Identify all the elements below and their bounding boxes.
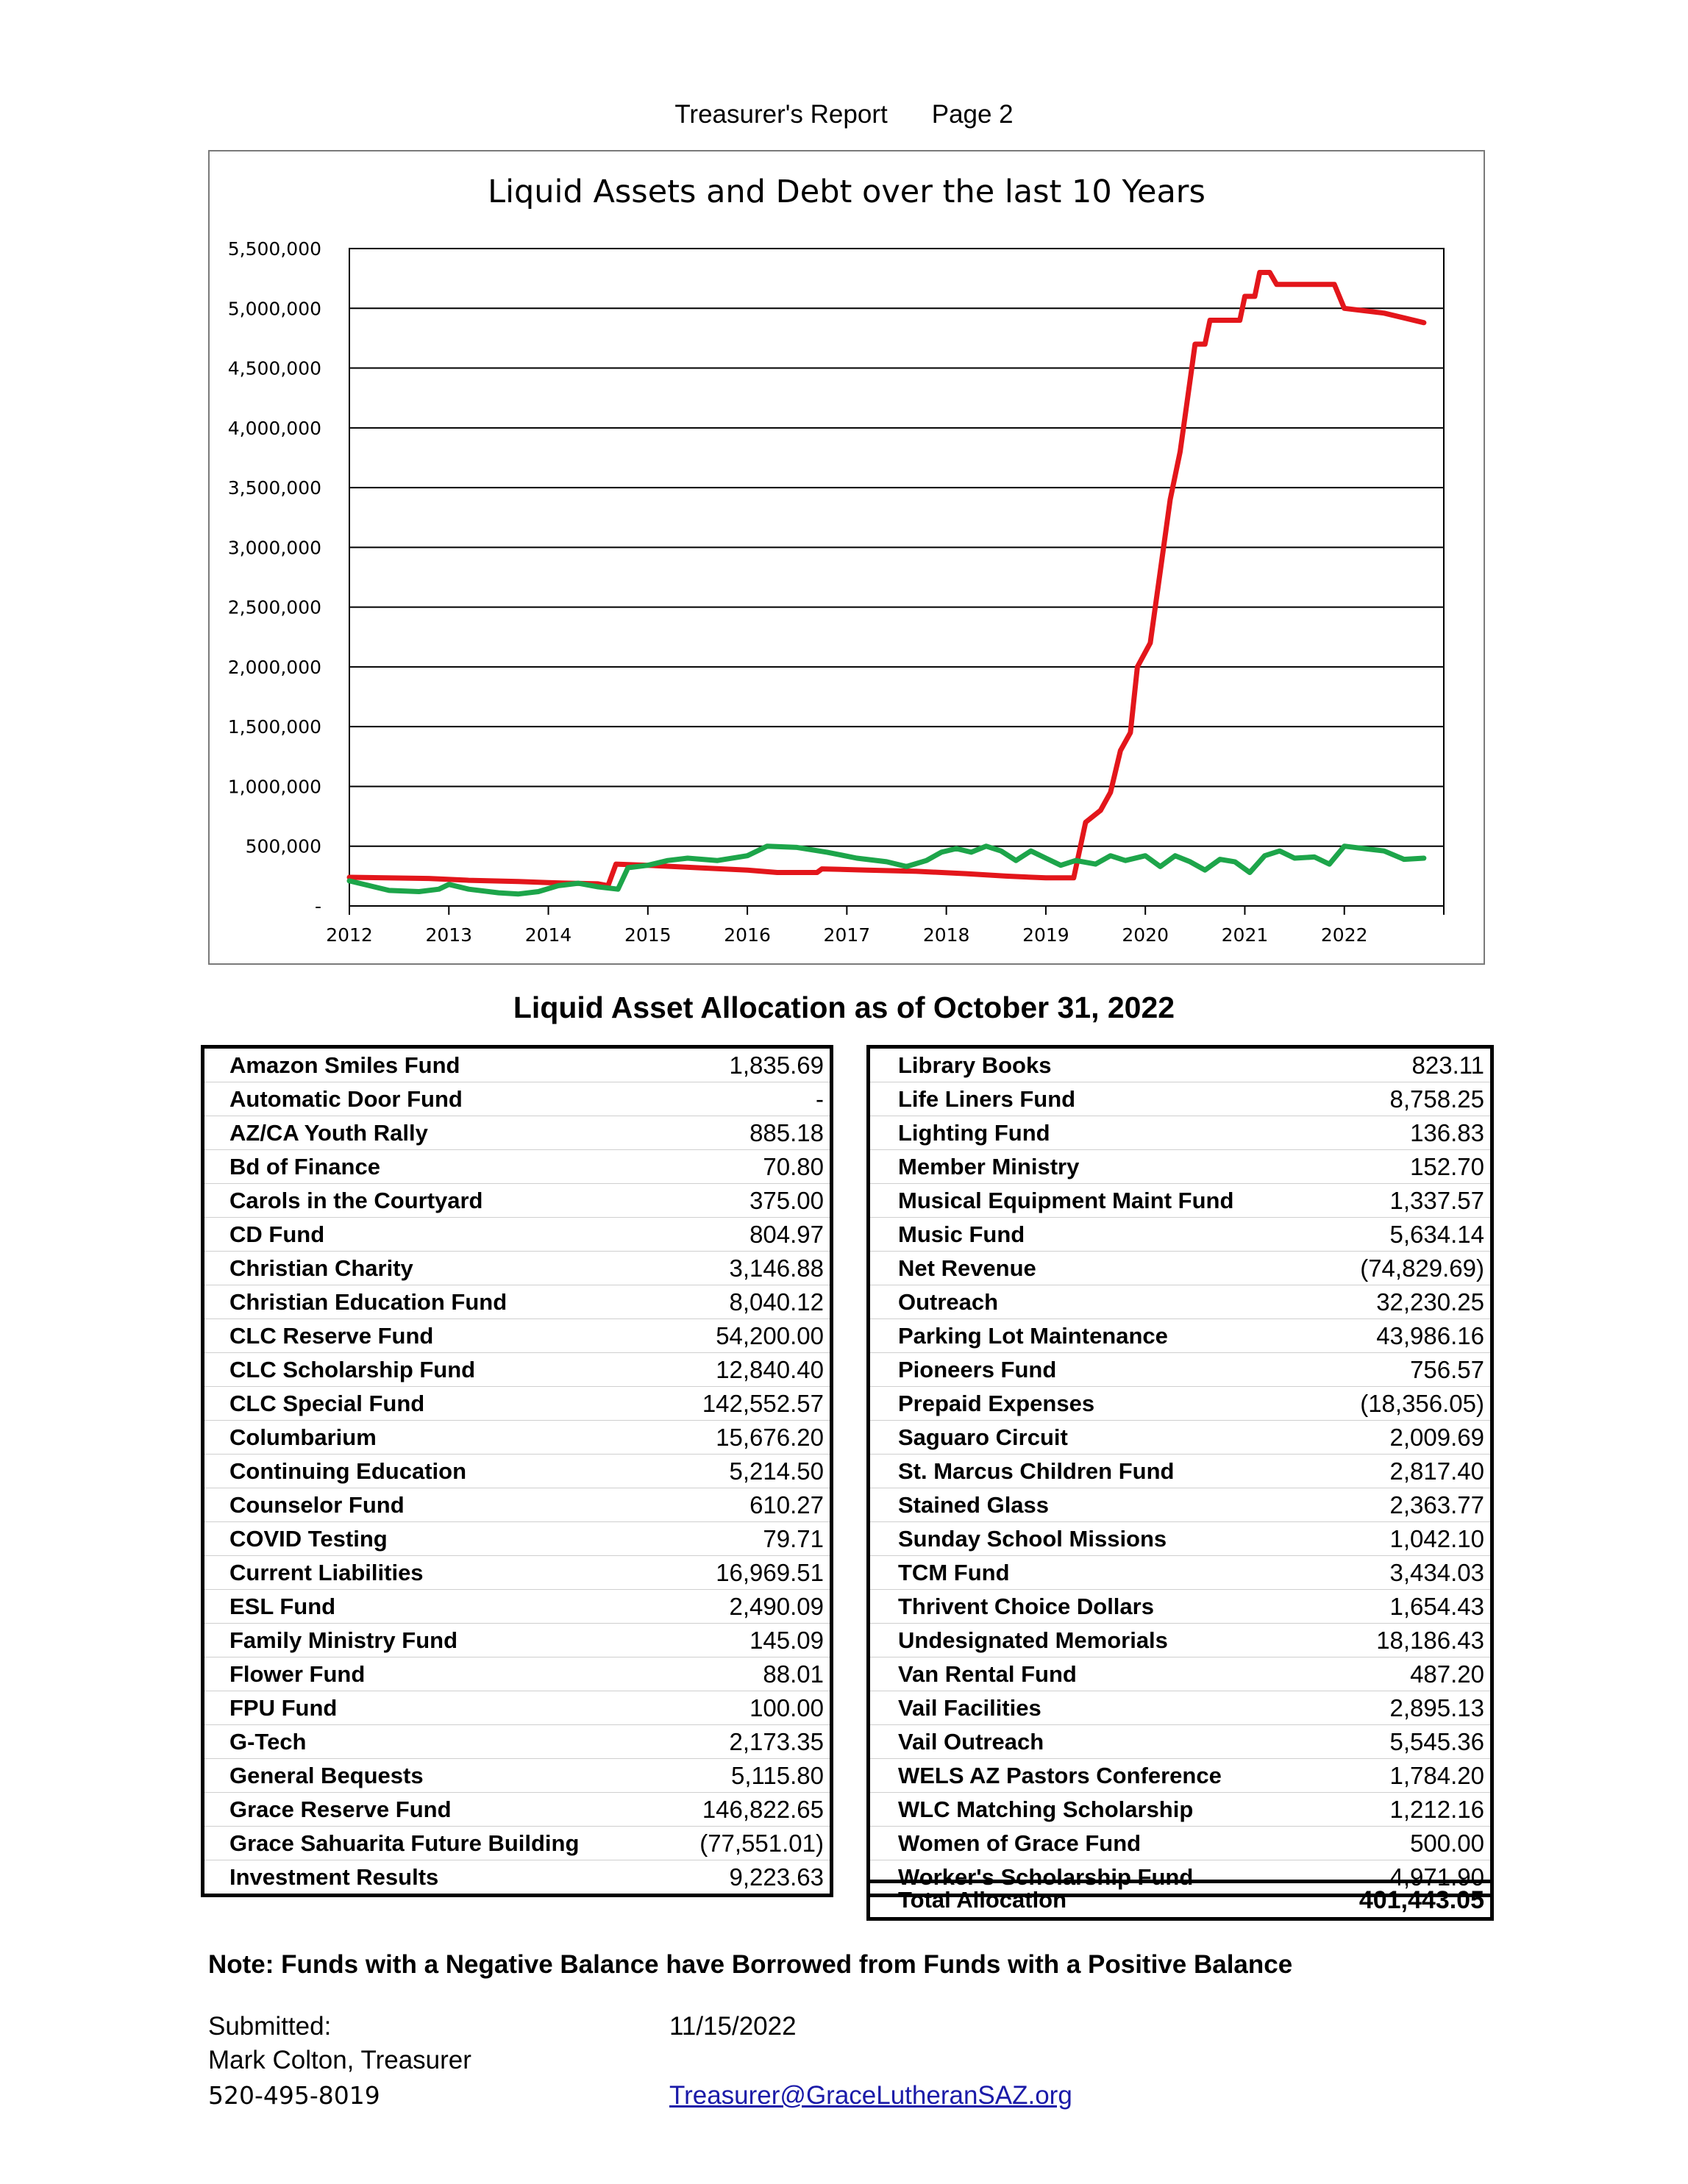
- fund-name: CLC Scholarship Fund: [203, 1353, 669, 1387]
- table-row: [203, 1827, 832, 1860]
- fund-value: 804.97: [669, 1218, 832, 1252]
- fund-name: TCM Fund: [869, 1556, 1327, 1590]
- y-tick-label: 5,000,000: [227, 298, 321, 320]
- fund-name: Flower Fund: [203, 1657, 669, 1691]
- line-chart: [210, 151, 1484, 963]
- fund-name: ESL Fund: [203, 1590, 669, 1624]
- table-row: [869, 1488, 1492, 1522]
- x-tick-label: 2013: [425, 924, 473, 946]
- table-row: [203, 1725, 832, 1759]
- fund-name: Prepaid Expenses: [869, 1387, 1327, 1421]
- fund-value: 2,817.40: [1327, 1455, 1492, 1488]
- table-row: [869, 1725, 1492, 1759]
- fund-name: Life Liners Fund: [869, 1082, 1327, 1116]
- fund-value: 18,186.43: [1327, 1624, 1492, 1657]
- table-row: [869, 1319, 1492, 1353]
- table-row: [203, 1691, 832, 1725]
- table-row: [203, 1150, 832, 1184]
- fund-value: 5,545.36: [1327, 1725, 1492, 1759]
- table-row: [869, 1522, 1492, 1556]
- fund-name: Investment Results: [229, 1863, 439, 1890]
- table-row: [869, 1759, 1492, 1793]
- fund-value: 8,040.12: [669, 1285, 832, 1319]
- fund-name: G-Tech: [203, 1725, 669, 1759]
- fund-value: 5,214.50: [669, 1455, 832, 1488]
- fund-name: FPU Fund: [203, 1691, 669, 1725]
- fund-name: Automatic Door Fund: [203, 1082, 669, 1116]
- total-allocation-row: [866, 1880, 1494, 1921]
- fund-name: Library Books: [869, 1047, 1327, 1082]
- total-label: Total Allocation: [898, 1887, 1067, 1913]
- table-row: [869, 1285, 1492, 1319]
- x-tick-label: 2012: [326, 924, 373, 946]
- plot-area: [349, 249, 1444, 906]
- fund-name: AZ/CA Youth Rally: [203, 1116, 669, 1150]
- y-tick-label: 4,500,000: [227, 357, 321, 379]
- fund-value: 16,969.51: [669, 1556, 832, 1590]
- fund-name: CLC Reserve Fund: [203, 1319, 669, 1353]
- fund-value: 142,552.57: [669, 1387, 832, 1421]
- x-tick-label: 2019: [1022, 924, 1069, 946]
- fund-value: 9,223.63: [729, 1863, 824, 1891]
- table-row: [203, 1657, 832, 1691]
- fund-name: Worker's Scholarship Fund: [898, 1863, 1194, 1890]
- y-tick-label: -: [314, 896, 321, 917]
- table-row: [869, 1150, 1492, 1184]
- submitted-label: Submitted:: [208, 2012, 332, 2041]
- fund-value: 1,337.57: [1327, 1184, 1492, 1218]
- y-tick-label: 1,000,000: [227, 776, 321, 798]
- fund-name: Vail Outreach: [869, 1725, 1327, 1759]
- y-tick-label: 3,000,000: [227, 537, 321, 559]
- fund-name: Columbarium: [203, 1421, 669, 1455]
- fund-value: 12,840.40: [669, 1353, 832, 1387]
- fund-value: 756.57: [1327, 1353, 1492, 1387]
- table-row: [203, 1387, 832, 1421]
- x-tick-label: 2017: [823, 924, 871, 946]
- fund-name: Vail Facilities: [869, 1691, 1327, 1725]
- y-tick-label: 3,500,000: [227, 477, 321, 499]
- fund-name: Member Ministry: [869, 1150, 1327, 1184]
- email-link[interactable]: Treasurer@GraceLutheranSAZ.org: [669, 2081, 1072, 2110]
- fund-name: Grace Sahuarita Future Building: [203, 1827, 669, 1860]
- chart-frame: [208, 150, 1485, 965]
- fund-value: (74,829.69): [1327, 1252, 1492, 1285]
- fund-value: 70.80: [669, 1150, 832, 1184]
- fund-value: 610.27: [669, 1488, 832, 1522]
- x-tick-label: 2020: [1122, 924, 1169, 946]
- table-row: [203, 1522, 832, 1556]
- table-row: [869, 1082, 1492, 1116]
- table-row: [203, 1252, 832, 1285]
- fund-value: 43,986.16: [1327, 1319, 1492, 1353]
- table-row: [869, 1590, 1492, 1624]
- fund-value: 2,009.69: [1327, 1421, 1492, 1455]
- fund-name: Grace Reserve Fund: [203, 1793, 669, 1827]
- fund-name: Outreach: [869, 1285, 1327, 1319]
- fund-value: 1,784.20: [1327, 1759, 1492, 1793]
- table-row: [203, 1556, 832, 1590]
- fund-value: 500.00: [1327, 1827, 1492, 1860]
- table-row: [203, 1082, 832, 1116]
- table-row: [203, 1455, 832, 1488]
- table-row: [869, 1455, 1492, 1488]
- fund-name: Current Liabilities: [203, 1556, 669, 1590]
- fund-name: Stained Glass: [869, 1488, 1327, 1522]
- fund-name: Van Rental Fund: [869, 1657, 1327, 1691]
- table-row: [203, 1860, 832, 1896]
- fund-name: Saguaro Circuit: [869, 1421, 1327, 1455]
- fund-value: 5,115.80: [669, 1759, 832, 1793]
- fund-name: Parking Lot Maintenance: [869, 1319, 1327, 1353]
- treasurer-name: Mark Colton, Treasurer: [208, 2046, 471, 2074]
- fund-name: Carols in the Courtyard: [203, 1184, 669, 1218]
- y-tick-label: 2,000,000: [227, 656, 321, 678]
- fund-value: 3,434.03: [1327, 1556, 1492, 1590]
- fund-name: Thrivent Choice Dollars: [869, 1590, 1327, 1624]
- fund-value: 8,758.25: [1327, 1082, 1492, 1116]
- fund-value: 487.20: [1327, 1657, 1492, 1691]
- x-tick-label: 2015: [624, 924, 672, 946]
- fund-name: St. Marcus Children Fund: [869, 1455, 1327, 1488]
- fund-value: 145.09: [669, 1624, 832, 1657]
- fund-value: 146,822.65: [669, 1793, 832, 1827]
- allocation-table-right: [866, 1045, 1494, 1897]
- y-tick-label: 500,000: [245, 835, 321, 857]
- fund-value: 375.00: [669, 1184, 832, 1218]
- fund-value: 2,173.35: [669, 1725, 832, 1759]
- fund-name: General Bequests: [203, 1759, 669, 1793]
- y-tick-label: 1,500,000: [227, 716, 321, 738]
- table-row: [203, 1047, 832, 1082]
- note-text: Note: Funds with a Negative Balance have Borrowed from Funds with a Positive Balance: [208, 1950, 1293, 1979]
- fund-value: 5,634.14: [1327, 1218, 1492, 1252]
- allocation-title: Liquid Asset Allocation as of October 31, 2022: [513, 991, 1175, 1024]
- fund-value: 79.71: [669, 1522, 832, 1556]
- fund-value: 4,971.90: [1389, 1863, 1484, 1891]
- x-tick-label: 2021: [1221, 924, 1269, 946]
- table-row: [869, 1421, 1492, 1455]
- fund-name: WELS AZ Pastors Conference: [869, 1759, 1327, 1793]
- fund-name: Counselor Fund: [203, 1488, 669, 1522]
- y-tick-label: 4,000,000: [227, 417, 321, 439]
- table-row: [869, 1691, 1492, 1725]
- total-value: 401,443.05: [1358, 1886, 1484, 1914]
- y-tick-label: 2,500,000: [227, 596, 321, 618]
- fund-name: Christian Charity: [203, 1252, 669, 1285]
- fund-name: Musical Equipment Maint Fund: [869, 1184, 1327, 1218]
- fund-name: CLC Special Fund: [203, 1387, 669, 1421]
- fund-value: 152.70: [1327, 1150, 1492, 1184]
- table-row: [869, 1184, 1492, 1218]
- allocation-table-left: [201, 1045, 833, 1897]
- phone-number: 520-495-8019: [208, 2081, 380, 2110]
- table-row: [203, 1590, 832, 1624]
- fund-name: Bd of Finance: [203, 1150, 669, 1184]
- fund-value: 1,654.43: [1327, 1590, 1492, 1624]
- x-tick-label: 2014: [524, 924, 572, 946]
- fund-name: Lighting Fund: [869, 1116, 1327, 1150]
- table-row: [869, 1218, 1492, 1252]
- fund-value: 2,895.13: [1327, 1691, 1492, 1725]
- fund-name: Sunday School Missions: [869, 1522, 1327, 1556]
- table-row: [869, 1047, 1492, 1082]
- fund-value: 100.00: [669, 1691, 832, 1725]
- table-row: [869, 1556, 1492, 1590]
- fund-name: WLC Matching Scholarship: [869, 1793, 1327, 1827]
- table-row: [203, 1184, 832, 1218]
- fund-value: 32,230.25: [1327, 1285, 1492, 1319]
- x-tick-label: 2016: [724, 924, 771, 946]
- table-row: [869, 1116, 1492, 1150]
- fund-value: 1,042.10: [1327, 1522, 1492, 1556]
- chart-title: Liquid Assets and Debt over the last 10 Years: [488, 174, 1206, 210]
- fund-value: 54,200.00: [669, 1319, 832, 1353]
- fund-name: Family Ministry Fund: [203, 1624, 669, 1657]
- fund-name: Net Revenue: [869, 1252, 1327, 1285]
- table-row: [203, 1116, 832, 1150]
- fund-value: 2,490.09: [669, 1590, 832, 1624]
- table-row: [869, 1624, 1492, 1657]
- fund-value: 823.11: [1327, 1047, 1492, 1082]
- fund-name: Pioneers Fund: [869, 1353, 1327, 1387]
- fund-name: Undesignated Memorials: [869, 1624, 1327, 1657]
- x-tick-label: 2018: [922, 924, 970, 946]
- table-row: [869, 1252, 1492, 1285]
- fund-value: (18,356.05): [1327, 1387, 1492, 1421]
- fund-name: Women of Grace Fund: [869, 1827, 1327, 1860]
- fund-name: Music Fund: [869, 1218, 1327, 1252]
- table-row: [203, 1421, 832, 1455]
- table-row: [869, 1793, 1492, 1827]
- fund-name: CD Fund: [203, 1218, 669, 1252]
- fund-value: 885.18: [669, 1116, 832, 1150]
- page-number: Page 2: [931, 100, 1014, 129]
- table-row: [869, 1657, 1492, 1691]
- table-row: [203, 1793, 832, 1827]
- table-row: [869, 1387, 1492, 1421]
- fund-value: 15,676.20: [669, 1421, 832, 1455]
- table-row: [203, 1488, 832, 1522]
- fund-value: -: [669, 1082, 832, 1116]
- page-header: [0, 100, 1688, 129]
- y-tick-label: 5,500,000: [227, 238, 321, 260]
- fund-value: 2,363.77: [1327, 1488, 1492, 1522]
- submitted-date: 11/15/2022: [669, 2012, 797, 2041]
- fund-name: Amazon Smiles Fund: [203, 1047, 669, 1082]
- table-row: [869, 1827, 1492, 1860]
- fund-value: 88.01: [669, 1657, 832, 1691]
- table-row: [203, 1624, 832, 1657]
- series-line-red: [349, 273, 1424, 886]
- table-row: [203, 1285, 832, 1319]
- table-row: [203, 1218, 832, 1252]
- table-row: [203, 1319, 832, 1353]
- fund-value: 1,212.16: [1327, 1793, 1492, 1827]
- table-row: [203, 1353, 832, 1387]
- fund-value: 3,146.88: [669, 1252, 832, 1285]
- x-tick-label: 2022: [1320, 924, 1368, 946]
- fund-value: 1,835.69: [669, 1047, 832, 1082]
- fund-name: Continuing Education: [203, 1455, 669, 1488]
- report-title: Treasurer's Report: [674, 100, 888, 129]
- fund-name: Christian Education Fund: [203, 1285, 669, 1319]
- fund-name: COVID Testing: [203, 1522, 669, 1556]
- table-row: [203, 1759, 832, 1793]
- table-row: [869, 1353, 1492, 1387]
- fund-value: 136.83: [1327, 1116, 1492, 1150]
- fund-value: (77,551.01): [669, 1827, 832, 1860]
